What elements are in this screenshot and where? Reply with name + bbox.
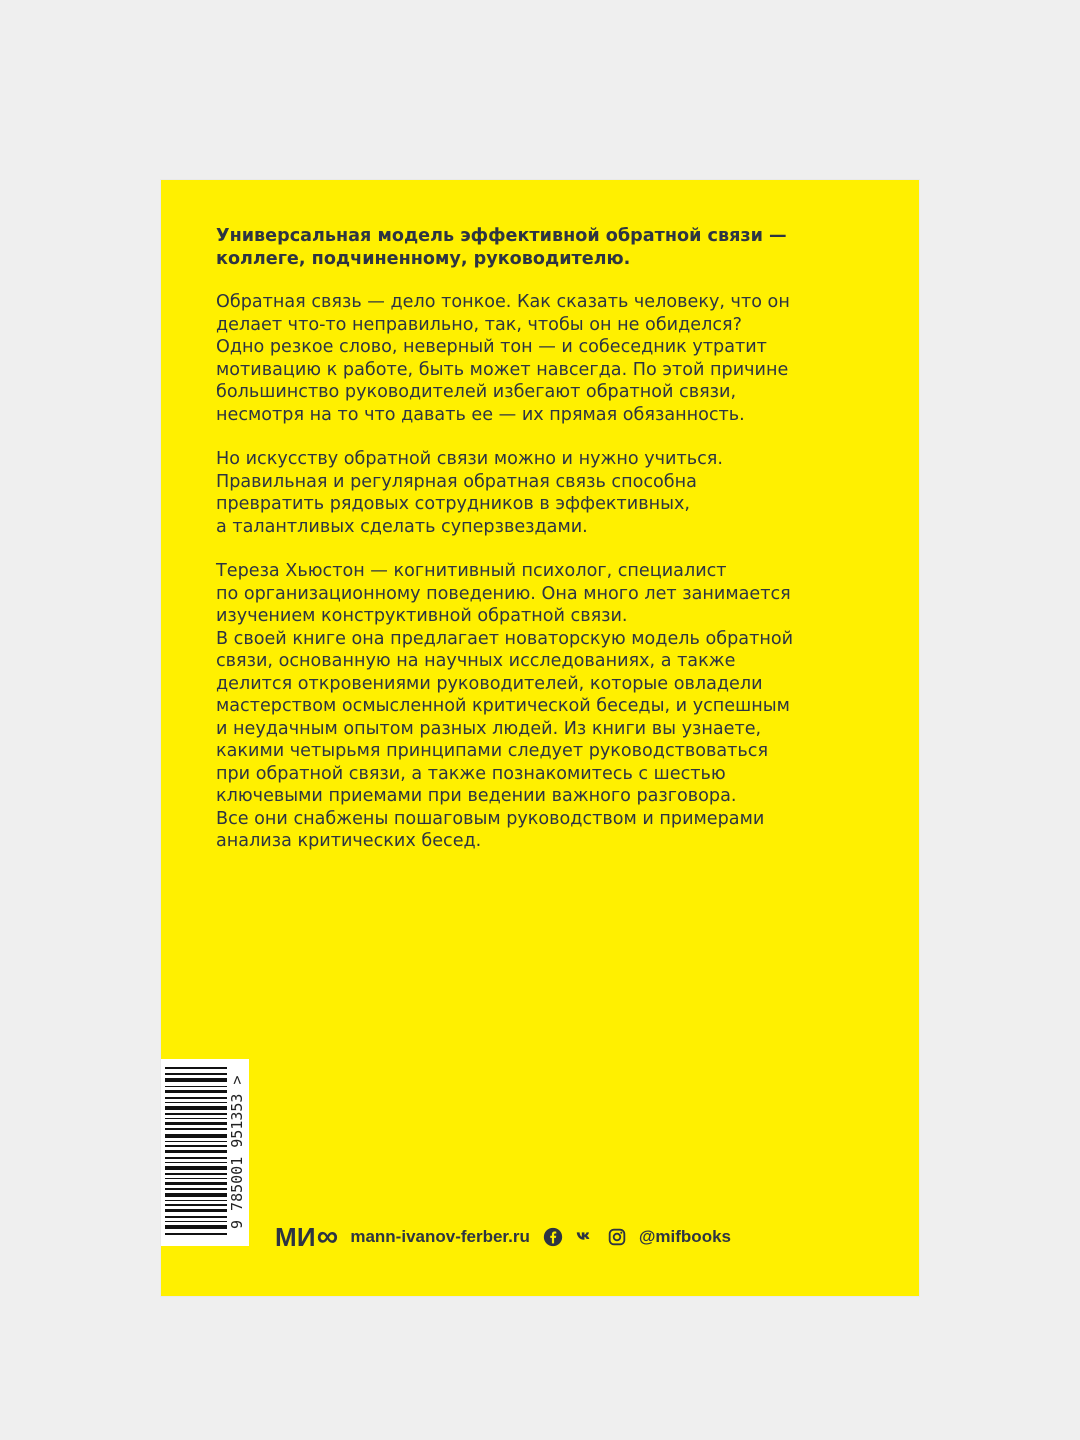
- paragraph-line: анализа критических бесед.: [216, 831, 482, 851]
- lead-line: Универсальная модель эффективной обратной связи —: [216, 226, 787, 246]
- paragraph-line: а талантливых сделать суперзвездами.: [216, 516, 588, 537]
- paragraph-line: Все они снабжены пошаговым руководством и примерами: [216, 808, 765, 829]
- paragraph-line: и неудачным опытом разных людей. Из книги вы узнаете,: [216, 718, 762, 739]
- publisher-logo: [275, 1222, 338, 1253]
- paragraph-line: Тереза Хьюстон — когнитивный психолог, специалист: [216, 561, 727, 581]
- barcode-digits: 9 785001 951353 >: [228, 1075, 246, 1230]
- paragraph-line: большинство руководителей избегают обратной связи,: [216, 382, 737, 402]
- paragraph-line: ключевыми приемами при ведении важного разговора.: [216, 786, 737, 806]
- lead-text: [216, 225, 856, 270]
- paragraph-line: при обратной связи, а также познакомитесь с шестью: [216, 763, 726, 784]
- paragraph-line: связи, основанную на научных исследованиях, а также: [216, 651, 736, 671]
- cover-description: [216, 225, 856, 875]
- barcode-icon: [165, 1067, 227, 1238]
- logo-text: МИ: [275, 1221, 316, 1252]
- vk-icon[interactable]: [574, 1226, 596, 1248]
- paragraph-line: какими четырьмя принципами следует руководствоваться: [216, 741, 769, 761]
- logo-infinity: ∞: [316, 1220, 339, 1253]
- paragraph-line: делится откровениями руководителей, которые овладели: [216, 673, 763, 694]
- paragraph-1: [216, 291, 856, 426]
- lead-line: коллеге, подчиненному, руководителю.: [216, 248, 631, 269]
- paragraph-line: Обратная связь — дело тонкое. Как сказать человеку, что он: [216, 292, 790, 312]
- instagram-icon[interactable]: [606, 1226, 628, 1248]
- paragraph-3: [216, 560, 856, 853]
- paragraph-line: мастерством осмысленной критической беседы, и успешным: [216, 696, 790, 716]
- website-link[interactable]: mann-ivanov-ferber.ru: [350, 1227, 530, 1246]
- facebook-icon[interactable]: [542, 1226, 564, 1248]
- paragraph-line: Но искусству обратной связи можно и нужно учиться.: [216, 449, 723, 469]
- barcode-label: [161, 1059, 249, 1246]
- paragraph-line: Правильная и регулярная обратная связь способна: [216, 471, 697, 492]
- paragraph-line: изучением конструктивной обратной связи.: [216, 606, 628, 626]
- paragraph-line: мотивацию к работе, быть может навсегда. По этой причине: [216, 359, 789, 380]
- paragraph-line: В своей книге она предлагает новаторскую модель обратной: [216, 628, 794, 649]
- paragraph-2: [216, 448, 856, 538]
- paragraph-line: Одно резкое слово, неверный тон — и собеседник утратит: [216, 337, 767, 357]
- social-handle[interactable]: @mifbooks: [638, 1227, 731, 1246]
- publisher-footer: [275, 1221, 731, 1253]
- paragraph-line: превратить рядовых сотрудников в эффективных,: [216, 494, 690, 514]
- paragraph-line: делает что-то неправильно, так, чтобы он не обиделся?: [216, 314, 742, 335]
- paragraph-line: по организационному поведению. Она много лет занимается: [216, 583, 791, 604]
- book-back-cover: [161, 180, 919, 1296]
- paragraph-line: несмотря на то что давать ее — их прямая обязанность.: [216, 404, 745, 425]
